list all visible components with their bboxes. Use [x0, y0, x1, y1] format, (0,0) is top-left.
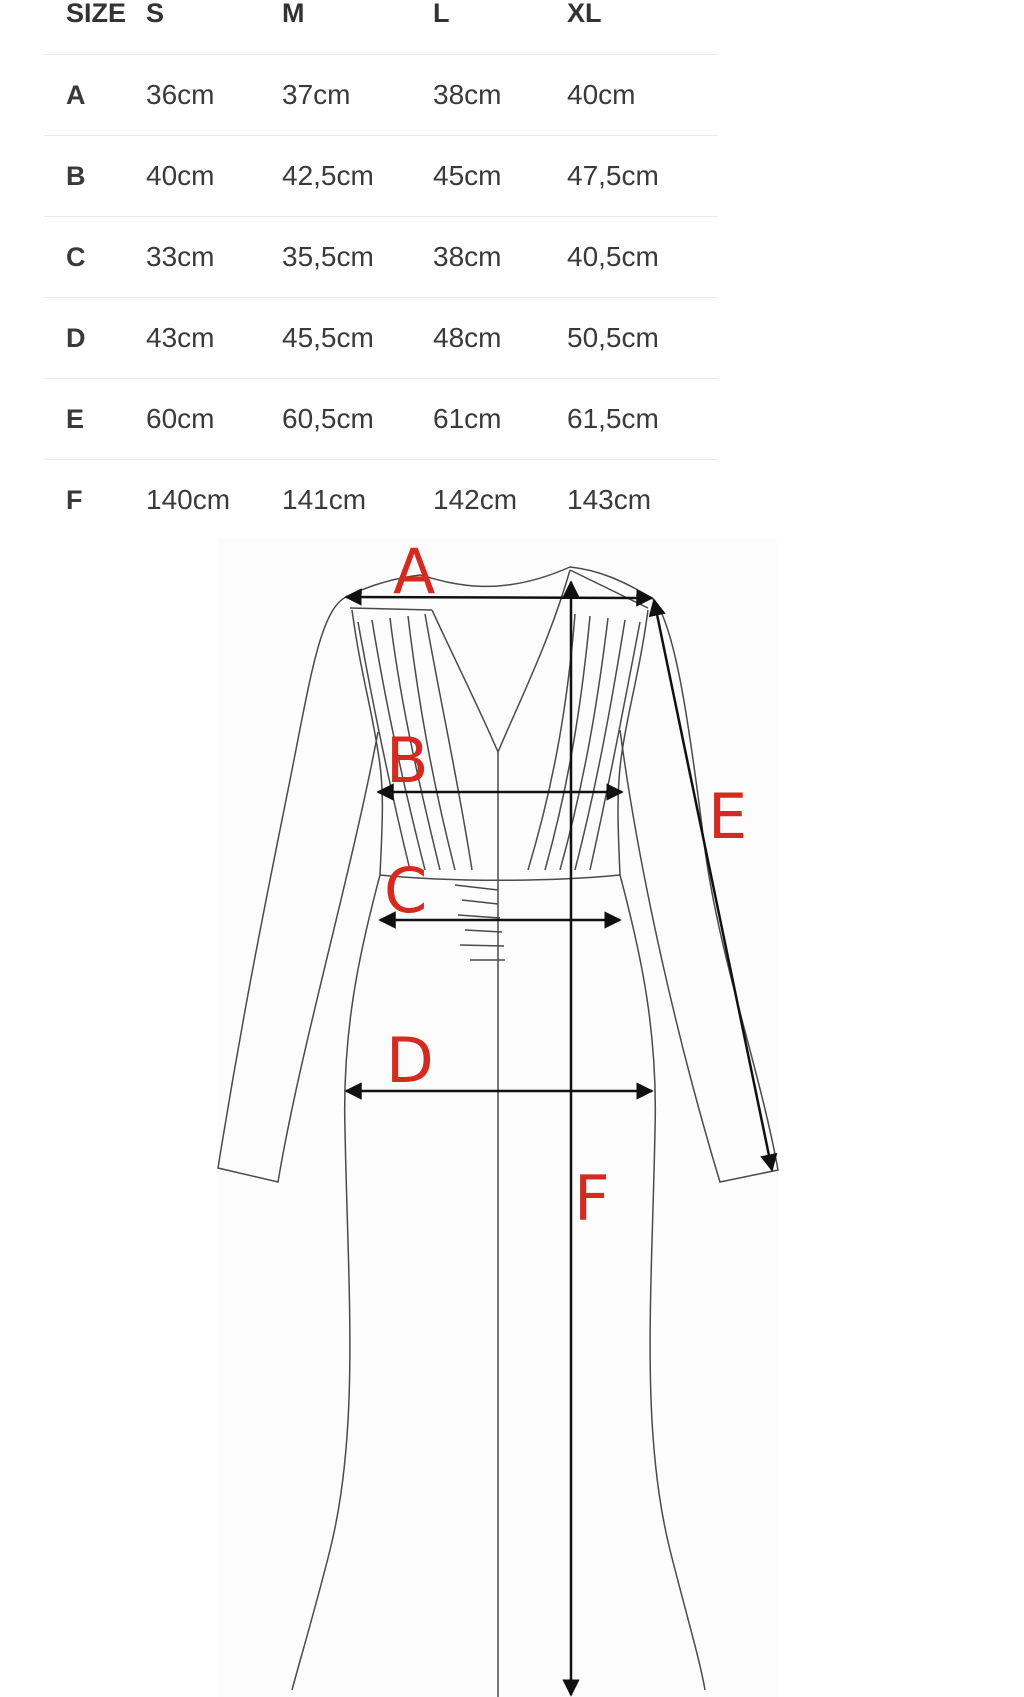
table-cell: 61,5cm	[567, 379, 718, 460]
row-label: E	[44, 379, 146, 460]
header-l: L	[433, 0, 567, 55]
table-row	[44, 136, 718, 217]
table-cell: 143cm	[567, 484, 652, 515]
row-label: B	[44, 136, 146, 217]
table-row	[44, 298, 718, 379]
table-cell: 48cm	[433, 298, 567, 379]
table-cell: 45cm	[433, 136, 567, 217]
table-cell: 42,5cm	[282, 136, 433, 217]
row-label: D	[44, 298, 146, 379]
table-cell: 33cm	[146, 217, 282, 298]
size-chart-table	[44, 0, 718, 540]
table-cell: 60cm	[146, 379, 282, 460]
table-cell: 35,5cm	[282, 217, 433, 298]
row-label: A	[44, 55, 146, 136]
arrow-a	[346, 597, 652, 598]
table-cell: 142cm	[433, 484, 518, 515]
header-xl: XL	[567, 0, 718, 55]
table-cell: 141cm	[282, 484, 367, 515]
header-s: S	[146, 0, 282, 55]
table-row	[44, 55, 718, 136]
header-m: M	[282, 0, 433, 55]
table-row	[44, 460, 718, 541]
dress-sketch	[0, 530, 1024, 1697]
table-cell: 50,5cm	[567, 298, 718, 379]
label-c: C	[384, 854, 428, 927]
table-row	[44, 217, 718, 298]
table-cell: 40,5cm	[567, 217, 718, 298]
table-cell: 140cm	[146, 484, 231, 515]
row-label: F	[66, 484, 83, 515]
table-cell: 45,5cm	[282, 298, 433, 379]
label-b: B	[386, 724, 429, 797]
label-f: F	[574, 1162, 610, 1235]
table-cell: 47,5cm	[567, 136, 718, 217]
row-label: C	[44, 217, 146, 298]
dress-measurement-diagram	[0, 530, 1024, 1697]
table-cell: 40cm	[567, 55, 718, 136]
header-size: SIZE	[44, 0, 146, 55]
table-cell: 37cm	[282, 55, 433, 136]
table-cell: 40cm	[146, 136, 282, 217]
table-cell: 36cm	[146, 55, 282, 136]
label-d: D	[386, 1024, 434, 1097]
table-cell: 43cm	[146, 298, 282, 379]
table-cell: 61cm	[433, 379, 567, 460]
table-header-row	[44, 0, 718, 55]
table-cell: 60,5cm	[282, 379, 433, 460]
label-e: E	[708, 780, 748, 853]
table-row	[44, 379, 718, 460]
label-a: A	[393, 535, 436, 608]
table-cell: 38cm	[433, 55, 567, 136]
table-cell: 38cm	[433, 217, 567, 298]
